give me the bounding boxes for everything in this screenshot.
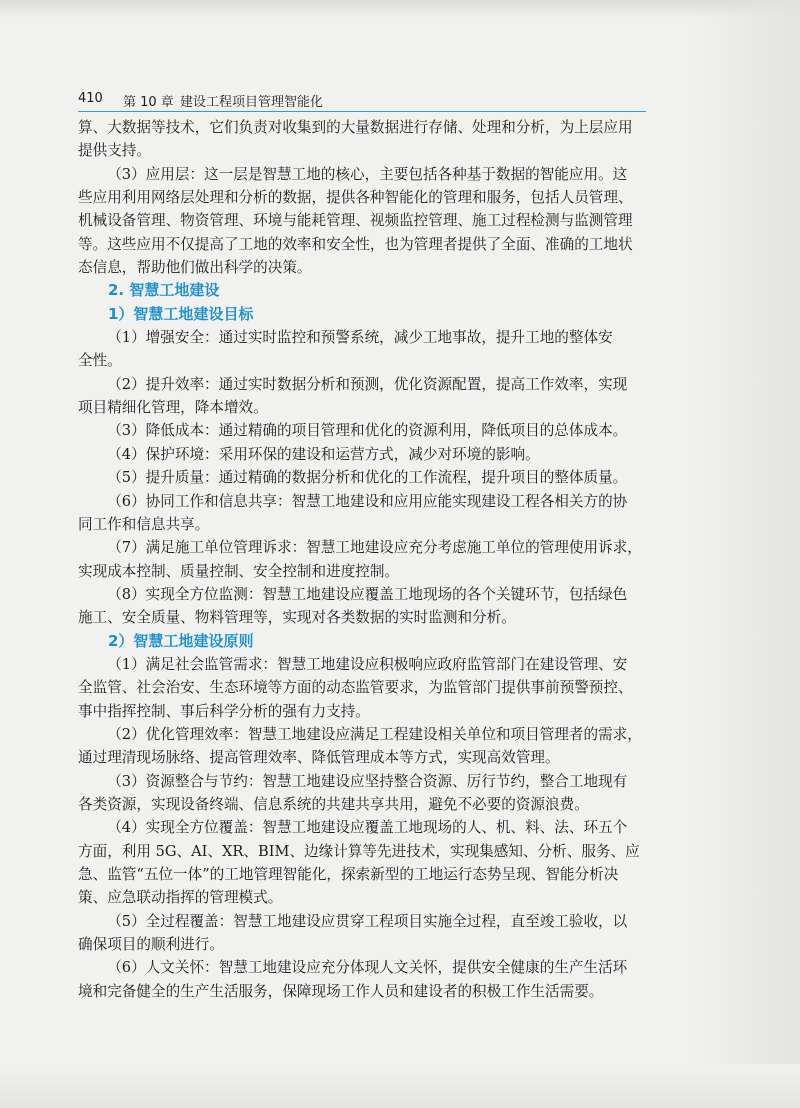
chapter-title: 建设工程项目管理智能化 <box>180 95 324 110</box>
goal-item <box>78 326 648 373</box>
text-line: 等。这些应用不仅提高了工地的效率和安全性，也为管理者提供了全面、准确的工地状 <box>78 235 633 253</box>
text-line: 提供支持。 <box>78 142 151 160</box>
text-line: 项目精细化管理，降本增效。 <box>78 399 268 417</box>
text-line: 通过理清现场脉络、提高管理效率、降低管理成本等方式，实现高效管理。 <box>78 749 560 767</box>
text-line: （6）协同工作和信息共享：智慧工地建设和应用应能实现建设工程各相关方的协 <box>107 492 628 510</box>
text-line: 方面，利用 5G、AI、XR、BIM、边缘计算等先进技术，实现集感知、分析、服务、应 <box>78 842 640 860</box>
text-line: 同工作和信息共享。 <box>78 515 210 533</box>
text-line: 急、监管“五位一体”的工地管理智能化，探索新型的工地运行态势呈现、智能分析决 <box>78 866 619 883</box>
goal-item <box>78 536 648 583</box>
goal-item <box>78 419 648 442</box>
text-line: （4）实现全方位覆盖：智慧工地建设应覆盖工地现场的人、机、料、法、环五个 <box>107 819 628 837</box>
text-line: 事中指挥控制、事后科学分析的强有力支持。 <box>78 702 370 720</box>
subsection-heading-principles: 2）智慧工地建设原则 <box>108 631 254 650</box>
text-line: （1）增强安全：通过实时监控和预警系统，减少工地事故，提升工地的整体安 <box>107 329 613 347</box>
text-line: （6）人文关怀：智慧工地建设应充分体现人文关怀，提供安全健康的生产生活环 <box>107 959 628 977</box>
running-header <box>78 88 648 110</box>
goal-item <box>78 443 648 466</box>
application-layer-paragraph <box>78 163 648 280</box>
text-line: 确保项目的顺利进行。 <box>78 936 224 954</box>
text-line: （3）降低成本：通过精确的项目管理和优化的资源利用，降低项目的总体成本。 <box>107 422 628 440</box>
text-line: 全性。 <box>78 352 122 370</box>
text-line: 机械设备管理、物资管理、环境与能耗管理、视频监控管理、施工过程检测与监测管理 <box>78 212 633 230</box>
principle-item <box>78 910 648 957</box>
text-line: 全监管、社会治安、生态环境等方面的动态监管要求，为监管部门提供事前预警预控、 <box>78 679 633 697</box>
text-line: 各类资源，实现设备终端、信息系统的共建共享共用，避免不必要的资源浪费。 <box>78 795 589 813</box>
goal-item <box>78 373 648 420</box>
chapter-number: 第 10 章 <box>123 95 174 110</box>
text-line: （2）优化管理效率：智慧工地建设应满足工程建设相关单位和项目管理者的需求， <box>107 725 642 743</box>
principle-item <box>78 816 648 909</box>
text-line: （2）提升效率：通过实时数据分析和预测，优化资源配置，提高工作效率，实现 <box>107 375 628 393</box>
subsection-heading-goals: 1）智慧工地建设目标 <box>108 304 254 323</box>
text-line: 境和完备健全的生产生活服务，保障现场工作人员和建设者的积极工作生活需要。 <box>78 982 604 1000</box>
text-line: 算、大数据等技术，它们负责对收集到的大量数据进行存储、处理和分析，为上层应用 <box>78 119 633 136</box>
goal-item <box>78 490 648 537</box>
text-line: （1）满足社会监管需求：智慧工地建设应积极响应政府监管部门在建设管理、安 <box>107 655 628 673</box>
principle-item <box>78 956 648 1003</box>
goal-item <box>78 583 648 630</box>
text-line: （5）全过程覆盖：智慧工地建设应贯穿工程项目实施全过程，直至竣工验收，以 <box>107 912 628 930</box>
text-line: （3）应用层：这一层是智慧工地的核心，主要包括各种基于数据的智能应用。这 <box>107 165 628 183</box>
text-line: （3）资源整合与节约：智慧工地建设应坚持整合资源、厉行节约，整合工地现有 <box>107 772 628 790</box>
principle-item <box>78 770 648 817</box>
text-line: 些应用利用网络层处理和分析的数据，提供各种智能化的管理和服务，包括人员管理、 <box>78 189 633 207</box>
text-line: （7）满足施工单位管理诉求：智慧工地建设应充分考虑施工单位的管理使用诉求， <box>107 539 642 557</box>
text-line: （8）实现全方位监测：智慧工地建设应覆盖工地现场的各个关键环节，包括绿色 <box>107 585 628 603</box>
page-number: 410 <box>78 91 103 106</box>
principle-item <box>78 723 648 770</box>
text-line: 策、应急联动指挥的管理模式。 <box>78 889 283 907</box>
header-rule <box>78 111 646 112</box>
principle-item <box>78 653 648 723</box>
text-line: 态信息，帮助他们做出科学的决策。 <box>78 259 312 277</box>
text-line: 施工、安全质量、物料管理等，实现对各类数据的实时监测和分析。 <box>78 609 516 627</box>
text-line: （5）提升质量：通过精确的数据分析和优化的工作流程，提升项目的整体质量。 <box>107 469 628 487</box>
page-body <box>78 116 648 1003</box>
text-line: （4）保护环境：采用环保的建设和运营方式，减少对环境的影响。 <box>107 445 540 463</box>
section-heading: 2. 智慧工地建设 <box>108 281 220 300</box>
continuation-paragraph <box>78 116 648 163</box>
text-line: 实现成本控制、质量控制、安全控制和进度控制。 <box>78 562 400 580</box>
goal-item <box>78 466 648 489</box>
